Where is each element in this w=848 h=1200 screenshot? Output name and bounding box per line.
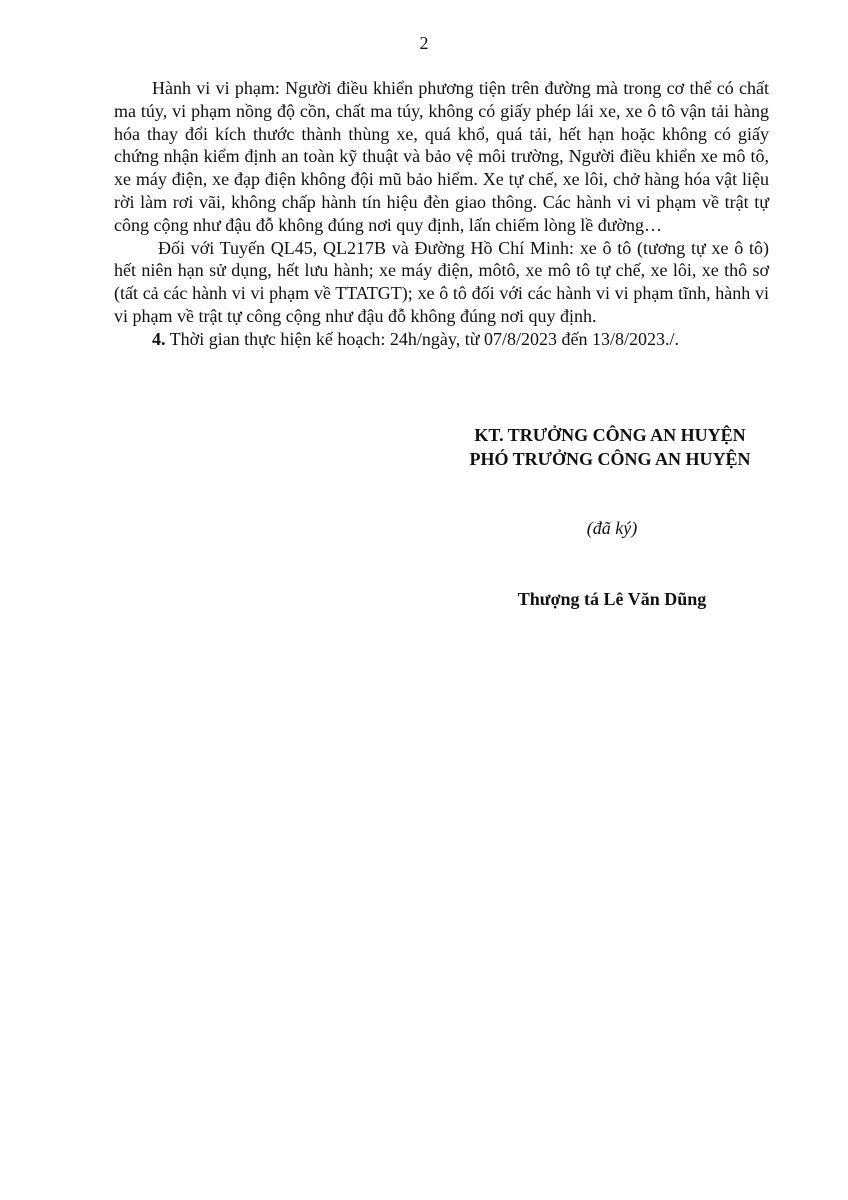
item-4-number: 4. bbox=[152, 328, 166, 349]
violations-paragraph: Hành vi vi phạm: Người điều khiển phương tiện trên đường mà trong cơ thể có chất ma túy, vi phạm nồng độ cồn, chất ma túy, không có giấy phép lái xe, xe ô tô vận tải hàng hóa thay đổi kích thước thành thùng xe, quá khổ, quá tải, hết hạn hoặc không có giấy chứng nhận kiểm định an toàn kỹ thuật và bảo vệ môi trường, Người điều khiển xe mô tô, xe máy điện, xe đạp điện không đội mũ bảo hiểm. Xe tự chế, xe lôi, chở hàng hóa vật liệu rời làm rơi vãi, không chấp hành tín hiệu đèn giao thông. Các hành vi vi phạm về trật tự công cộng như đậu đỗ không đúng nơi quy định, lấn chiếm lòng lề đường… bbox=[114, 78, 769, 235]
signature-title-line-2: PHÓ TRƯỞNG CÔNG AN HUYỆN bbox=[469, 449, 751, 469]
routes-paragraph: Đối với Tuyến QL45, QL217B và Đường Hồ Chí Minh: xe ô tô (tương tự xe ô tô) hết niên hạn sử dụng, hết lưu hành; xe máy điện, môtô, xe mô tô tự chế, xe lôi, xe thô sơ (tất cả các hành vi vi phạm về TTATGT); xe ô tô đối với các hành vi vi phạm tĩnh, hành vi vi phạm về trật tự công cộng như đậu đỗ không đúng nơi quy định. bbox=[114, 237, 769, 326]
item-4-text: Thời gian thực hiện kế hoạch: 24h/ngày, từ 07/8/2023 đến 13/8/2023./. bbox=[165, 328, 679, 349]
signed-note: (đã ký) bbox=[586, 518, 638, 538]
signature-title-line-1: KT. TRƯỞNG CÔNG AN HUYỆN bbox=[474, 425, 746, 445]
document-body bbox=[114, 77, 769, 351]
item-4-paragraph bbox=[114, 328, 769, 351]
signature-block bbox=[440, 423, 780, 610]
page-number: 2 bbox=[419, 33, 429, 53]
signer-name: Thượng tá Lê Văn Dũng bbox=[517, 589, 707, 609]
